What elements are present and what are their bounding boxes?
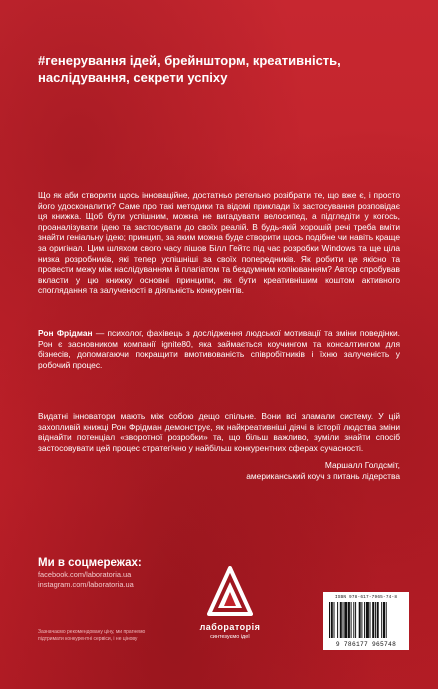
price-note: Зазначаємо рекомендовану ціну, ми прагнемо підтримати конкурентні сервіси, і не цінову: [38, 629, 146, 642]
endorsement-author-title: американський коуч з питань лідерства: [246, 471, 400, 481]
publisher-tagline: синтезуємо ідеї: [210, 634, 250, 640]
barcode-bar: [348, 602, 350, 638]
barcode-bar: [377, 602, 379, 638]
book-description: Що як аби створити щось інноваційне, достатньо ретельно розібрати те, що вже є, і просто його удосконалити? Саме про такі методики та відомі приклади їх застосування розповідає ця книжка. Щоб бути успішним, можна не вигадувати велосипед, а підгледіти у когось, проаналізувати ідею та застосувати до своїх реалій. В будь-якій хорошій речі треба вміти знайти геніальну ідею; принцип, за яким можна буде створити щось подібне чи навіть краще за оригінал. Цим шляхом свого часу пішов Білл Гейтс під час розробки Windows та ще ціла низка розробників, які тепер успішніші за своїх попередників. Як робити це якісно та провести межу між наслідуванням й плагіатом та бездумним копіюванням? Автор спробував вкласти у цю книжку основні принципи, як бути креативнішим коштом активного споглядання та залученості в діяльність конкурентів.: [38, 190, 400, 296]
barcode-bar: [337, 602, 338, 638]
barcode-bars: [329, 602, 403, 638]
barcode-bar: [359, 602, 361, 638]
barcode-bar: [381, 602, 382, 638]
author-bio: [38, 328, 400, 370]
isbn-barcode: [323, 592, 409, 650]
endorsement-quote: Видатні інноватори мають між собою дещо спільне. Вони всі зламали систему. У цій захопливій книжці Рон Фрідман демонструє, як найкреативніші діячі в історії людства зміни віднайти потенціал «зворотної розробки» та, що більш важливо, зуміли знайти спосіб застосовувати цей процес стратегічно у найбільш конкурентних сферах сучасності.: [38, 411, 400, 453]
barcode-bar: [375, 602, 376, 638]
barcode-bar: [372, 602, 374, 638]
instagram-link[interactable]: instagram.com/laboratoria.ua: [38, 580, 134, 589]
publisher-logo: [186, 566, 274, 640]
isbn-text: ISBN 978-617-7965-74-8: [334, 595, 398, 600]
publisher-name: лабораторія: [199, 622, 261, 632]
barcode-bar: [355, 602, 356, 638]
barcode-bar: [331, 602, 333, 638]
endorsement-author-name: Маршалл Голдсміт,: [324, 460, 400, 470]
barcode-bar: [366, 602, 369, 638]
facebook-link[interactable]: facebook.com/laboratoria.ua: [38, 570, 132, 579]
barcode-bar: [386, 602, 387, 638]
barcode-bar: [370, 602, 371, 638]
social-title: Ми в соцмережах:: [38, 557, 142, 569]
barcode-bar: [351, 602, 352, 638]
ean-number: 9 786177 965748: [335, 641, 397, 648]
barcode-bar: [343, 602, 344, 638]
barcode-bar: [361, 602, 362, 638]
barcode-bar: [383, 602, 385, 638]
barcode-bar: [364, 602, 365, 638]
author-bio-text: — психолог, фахівець з дослідження людської мотивації та зміни поведінки. Рон є засновником компанії ignite80, яка займається коучингом та консалтингом для бізнесів, допомагаючи покращити вмотивованість співробітників і їхню залученість у робочий процес.: [38, 328, 400, 370]
barcode-bar: [353, 602, 354, 638]
author-name: Рон Фрідман: [38, 328, 93, 338]
barcode-bar: [344, 602, 347, 638]
barcode-bar: [334, 602, 335, 638]
publisher-triangle-icon: [207, 566, 253, 618]
social-block: [38, 556, 188, 590]
hashtags-heading: #генерування ідей, брейншторм, креативність, наслідування, секрети успіху: [38, 53, 341, 85]
barcode-bar: [329, 602, 330, 638]
barcode-bar: [340, 602, 342, 638]
endorsement-author: [200, 460, 400, 482]
